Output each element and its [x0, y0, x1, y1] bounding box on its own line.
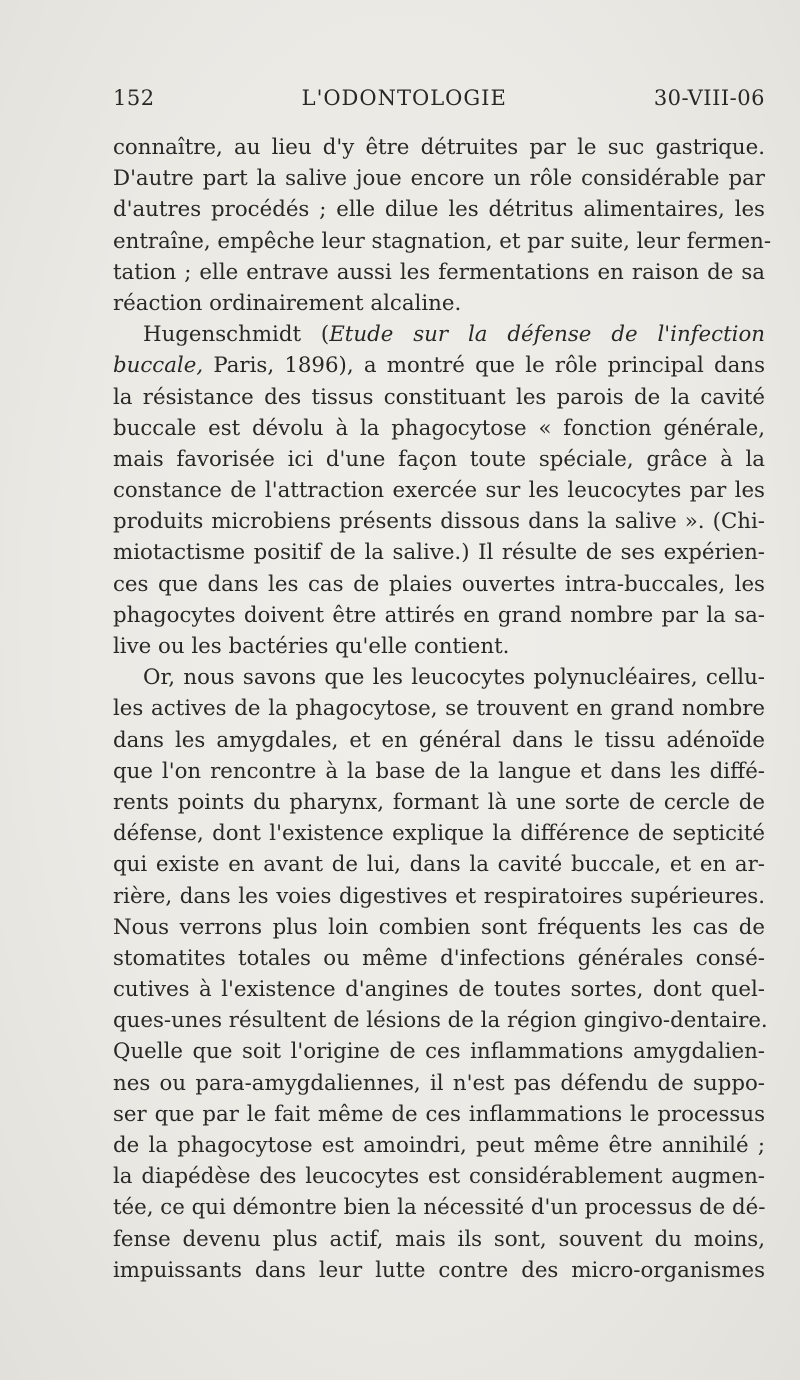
text-line: qui existe en avant de lui, dans la cavité buccale, et en ar-	[113, 852, 765, 878]
text-line: tation ; elle entrave aussi les fermentations en raison de sa	[113, 259, 765, 285]
text-line	[113, 350, 765, 381]
text-line: constance de l'attraction exercée sur les leucocytes par les	[113, 478, 765, 504]
text-line	[113, 319, 765, 350]
text-line: impuissants dans leur lutte contre des micro-organismes	[113, 1257, 765, 1283]
text-line: ques-unes résultent de lésions de la région gingivo-dentaire.	[113, 1008, 768, 1034]
page-number: 152	[113, 86, 155, 110]
issue-date: 30-VIII-06	[653, 86, 765, 110]
text-line: défense, dont l'existence explique la différence de septicité	[113, 821, 765, 847]
text-line: cutives à l'existence d'angines de toutes sortes, dont quel-	[113, 977, 765, 1003]
text-line: rents points du pharynx, formant là une sorte de cercle de	[113, 789, 765, 815]
text-line: connaître, au lieu d'y être détruites par le suc gastrique.	[113, 135, 765, 160]
text-line: live ou les bactéries qu'elle contient.	[113, 634, 510, 659]
citation-title-end: buccale,	[113, 353, 204, 379]
text-line: la résistance des tissus constituant les parois de la cavité	[113, 384, 765, 410]
running-head	[113, 86, 765, 120]
text-line: de la phagocytose est amoindri, peut même être annihilé ;	[113, 1133, 765, 1158]
text-line: rière, dans les voies digestives et respiratoires supérieures.	[113, 883, 765, 909]
text-line: buccale est dévolu à la phagocytose « fonction générale,	[113, 415, 765, 441]
text-line: d'autres procédés ; elle dilue les détritus alimentaires, les	[113, 197, 765, 223]
journal-title: L'ODONTOLOGIE	[301, 86, 507, 110]
text-line: ser que par le fait même de ces inflammations le processus	[113, 1101, 765, 1127]
text-line: produits microbiens présents dissous dans la salive ». (Chi-	[113, 509, 765, 535]
text-line: dans les amygdales, et en général dans le tissu adénoïde	[113, 727, 765, 753]
text-line: que l'on rencontre à la base de la langue et dans les diffé-	[113, 758, 765, 784]
text-line: stomatites totales ou même d'infections générales consé-	[113, 945, 765, 971]
text-run: Paris, 1896), a montré que le rôle principal dans	[203, 353, 765, 379]
text-line: réaction ordinairement alcaline.	[113, 290, 462, 316]
text-line: tée, ce qui démontre bien la nécessité d'un processus de dé-	[113, 1195, 766, 1221]
text-line: miotactisme positif de la salive.) Il résulte de ses expérien-	[113, 540, 765, 566]
body-text	[113, 132, 772, 1286]
text-line: D'autre part la salive joue encore un rôle considérable par	[113, 166, 765, 192]
text-line: Quelle que soit l'origine de ces inflammations amygdalien-	[113, 1039, 765, 1065]
text-line: Nous verrons plus loin combien sont fréquents les cas de	[113, 914, 765, 940]
text-line: ces que dans les cas de plaies ouvertes intra-buccales, les	[113, 571, 765, 597]
text-line: la diapédèse des leucocytes est considérablement augmen-	[113, 1164, 765, 1190]
text-line: les actives de la phagocytose, se trouvent en grand nombre	[113, 696, 765, 722]
text-line: Or, nous savons que les leucocytes polynucléaires, cellu-	[143, 665, 765, 691]
text-line: phagocytes doivent être attirés en grand nombre par la sa-	[113, 602, 765, 628]
text-line: mais favorisée ici d'une façon toute spéciale, grâce à la	[113, 446, 765, 472]
citation-title: Etude sur la défense de l'infection	[329, 322, 765, 348]
text-line: entraîne, empêche leur stagnation, et par suite, leur fermen-	[113, 228, 772, 254]
text-line: nes ou para-amygdaliennes, il n'est pas défendu de suppo-	[113, 1070, 765, 1096]
text-run: Hugenschmidt (	[143, 322, 330, 348]
text-line: fense devenu plus actif, mais ils sont, souvent du moins,	[113, 1226, 765, 1252]
